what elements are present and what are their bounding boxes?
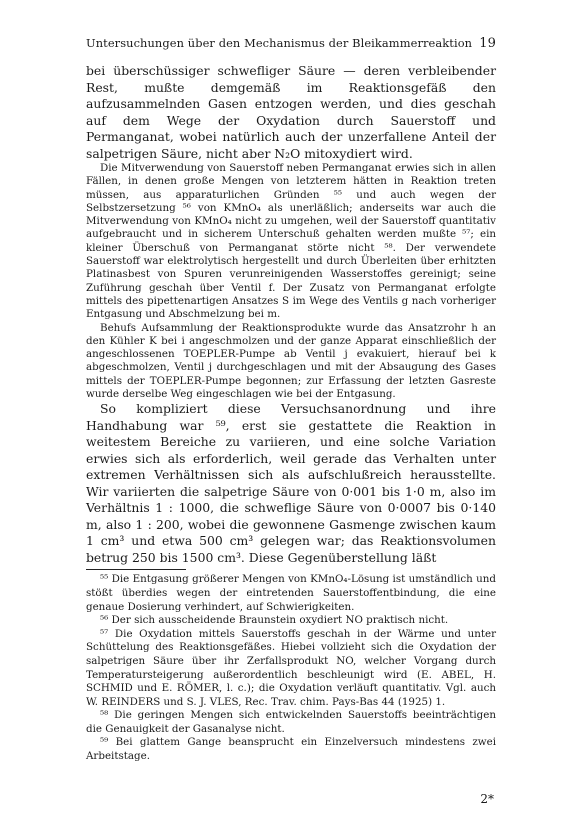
running-title: Untersuchungen über den Mechanismus der Bleikammerreaktion xyxy=(86,36,473,50)
paragraph-main-2: So kompliziert diese Versuchsanordnung und ihre Handhabung war ⁵⁹, erst sie gestattete die Reaktion in weitestem Bereiche zu variieren, und eine solche Variation erwies sich als erforderlich, weil gerade das Verhalten unter extremen Verhältnissen sich als aufschlußreich herausstellte. Wir variierten die salpetrige Säure von 0·001 bis 1·0 m, also im Verhältnis 1 : 1000, die schweflige Säure von 0·0007 bis 0·140 m, also 1 : 200, wobei die gewonnene Gasmenge zwischen kaum 1 cm³ und etwa 500 cm³ gelegen war; das Reaktionsvolumen betrug 250 bis 1500 cm³. Diese Gegenüberstellung läßt xyxy=(86,401,496,565)
page xyxy=(86,36,496,764)
footnote-58: ⁵⁸ Die geringen Mengen sich entwickelnden Sauerstoffs beeinträchtigen die Genauigkeit der Gasanalyse nicht. xyxy=(86,709,496,735)
footnote-56: ⁵⁶ Der sich ausscheidende Braunstein oxydiert NO praktisch nicht. xyxy=(100,614,449,627)
running-header xyxy=(86,36,496,51)
paragraph-small-1: Die Mitverwendung von Sauerstoff neben Permanganat erwies sich in allen Fällen, in denen große Mengen von letzterem hätten in Reaktion treten müssen, aus apparaturlichen Gründen ⁵⁵ und auch wegen der Selbstzersetzung ⁵⁶ von KMnO₄ als unerläßlich; anderseits war auch die Mitverwendung von KMnO₄ nicht zu umgehen, weil der Sauerstoff quantitativ aufgebraucht und in sicherem Unterschuß gehalten werden mußte ⁵⁷; ein kleiner Überschuß von Permanganat störte nicht ⁵⁸. Der verwendete Sauerstoff war elektrolytisch hergestellt und durch Überleiten über erhitzten Platinasbest von Spuren verunreinigenden Wasserstoffes gereinigt; seine Zuführung geschah über Ventil f. Der Zusatz von Permanganat erfolgte mittels des pipettenartigen Ansatzes S im Wege des Ventils g nach vorheriger Entgasung und Abschmelzung bei m. xyxy=(86,162,496,321)
paragraph-small-2: Behufs Aufsammlung der Reaktionsprodukte wurde das Ansatzrohr h an den Kühler K bei i angeschmolzen und der ganze Apparat einschließlich der angeschlossenen TOEPLER-Pumpe ab Ventil j evakuiert, hierauf bei k abgeschmolzen, Ventil j durchgeschlagen und mit der Absaugung des Gases mittels der TOEPLER-Pumpe begonnen; zur Erfassung der letzten Gasreste wurde derselbe Weg eingeschlagen wie bei der Entgasung. xyxy=(86,321,496,401)
paragraph-main-1: bei überschüssiger schwefliger Säure — deren verbleibender Rest, mußte demgemäß im Reaktionsgefäß den aufzusammelnden Gasen entzogen werden, und dies geschah auf dem Wege der Oxydation durch Sauerstoff und Permanganat, wobei natürlich auch der unzerfallene Anteil der salpetrigen Säure, nicht aber N₂O mitoxydiert wird. xyxy=(86,63,496,161)
signature-mark: 2* xyxy=(480,792,494,806)
footnote-rule xyxy=(86,569,186,570)
footnote-57: ⁵⁷ Die Oxydation mittels Sauerstoffs geschah in der Wärme und unter Schüttelung des Reaktionsgefäßes. Hiebei vollzieht sich die Oxydation der salpetrigen Säure über ihr Zerfallsprodukt NO, welcher Vorgang durch Temperatursteigerung außerordentlich beschleunigt wird (E. ABEL, H. SCHMID und E. RÖMER, l. c.); die Oxydation verläuft quantitativ. Vgl. auch W. REINDERS und S. J. VLES, Rec. Trav. chim. Pays-Bas 44 (1925) 1. xyxy=(86,627,496,708)
page-number: 19 xyxy=(479,36,496,51)
footnote-59: ⁵⁹ Bei glattem Gange beansprucht ein Einzelversuch mindestens zwei Arbeitstage. xyxy=(86,736,496,763)
footnote-55: ⁵⁵ Die Entgasung größerer Mengen von KMnO₄-Lösung ist umständlich und stößt überdies wegen der eintretenden Sauerstoffentbindung, die eine genaue Dosierung verhindert, auf Schwierigkeiten. xyxy=(86,573,496,613)
